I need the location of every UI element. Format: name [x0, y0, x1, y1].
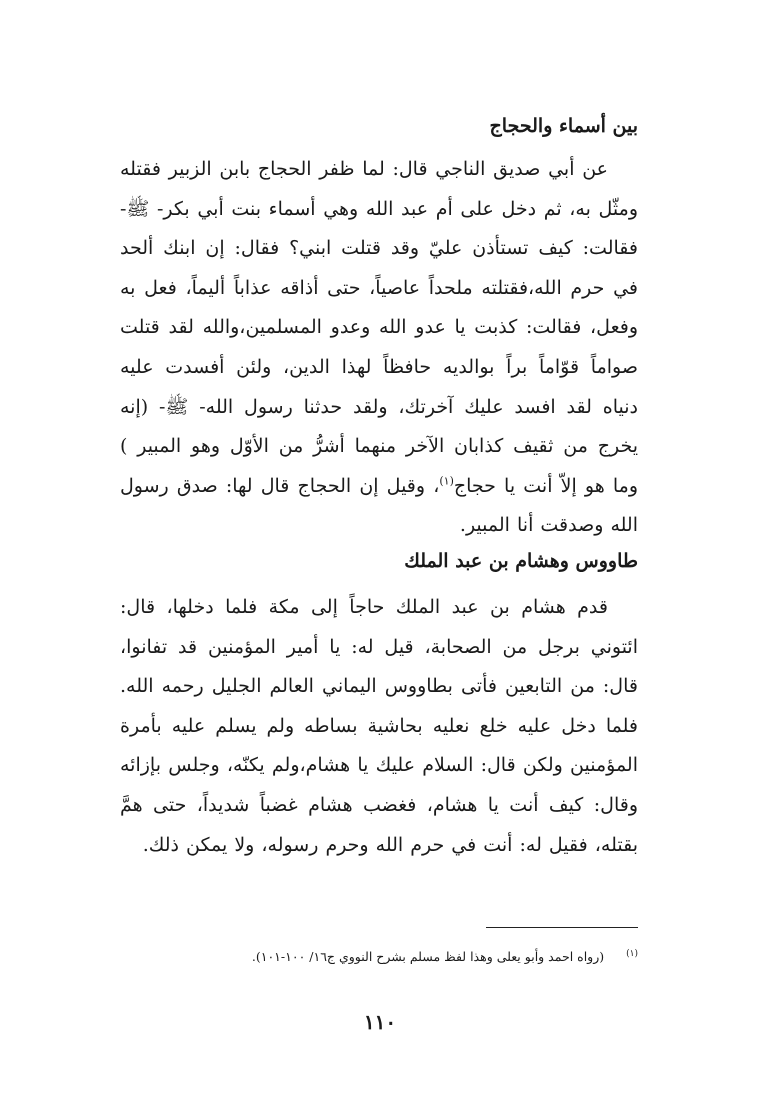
- footnote-marker: (١): [626, 949, 638, 959]
- paragraph: قدم هشام بن عبد الملك حاجاً إلى مكة فلما دخلها، قال: ائتوني برجل من الصحابة، قيل له: يا أمير المؤمنين قد تفانوا، قال: من التابعين فأتى بطاووس اليماني العالم الجليل رحمه الله. فلما دخل عليه خلع نعليه بحاشية بساطه ولم يسلم عليه بأمرة المؤمنين ولكن قال: السلام عليك يا هشام،ولم يكنّه، وجلس بإزائه وقال: كيف أنت يا هشام، فغضب هشام غضباً شديداً، حتى همَّ بقتله، فقيل له: أنت في حرم الله وحرم رسوله، ولا يمكن ذلك.: [120, 596, 638, 856]
- paragraph-text: عن أبي صديق الناجي قال: لما ظفر الحجاج بابن الزبير فقتله ومثّل به، ثم دخل على أم عبد الله وهي أسماء بنت أبي بكر- ﷺ- فقالت: كيف تستأذن عليّ وقد قتلت ابني؟ فقال: إن ابنك ألحد في حرم الله،فقتلته ملحداً عاصياً، حتى أذاقه عذاباً أليماً، فعل به وفعل، فقالت: كذبت يا عدو الله وعدو المسلمين،والله لقد قتلت صواماً قوّاماً براً بوالديه حافظاً لهذا الدين، ولئن أفسدت عليه دنياه لقد افسد عليك آخرتك، ولقد حدثنا رسول الله- ﷺ- (إنه يخرج من ثقيف كذابان الآخر منهما أشرُّ من الأوّل وهو المبير ) وما هو إلاّ أنت يا حجاج: [120, 158, 639, 497]
- paragraph: [120, 150, 638, 546]
- section-body-asma-hajjaj: [120, 150, 638, 546]
- section-heading-asma-hajjaj: بين أسماء والحجاج: [489, 115, 638, 137]
- footnote-divider: [486, 927, 638, 928]
- footnote-reference: (١): [439, 474, 454, 488]
- footnote-text: (رواه احمد وأبو يعلى وهذا لفظ مسلم بشرح النووي ج١٦/ ١٠٠-١٠١).: [251, 949, 605, 965]
- page-number: ١١٠: [363, 1010, 397, 1034]
- footnote: [120, 944, 638, 967]
- paragraph-text-continued: ، وقيل إن الحجاج قال لها: صدق رسول الله وصدقت أنا المبير.: [120, 474, 638, 537]
- section-body-tawus-hisham: [120, 588, 638, 865]
- section-heading-tawus-hisham: طاووس وهشام بن عبد الملك: [404, 550, 638, 572]
